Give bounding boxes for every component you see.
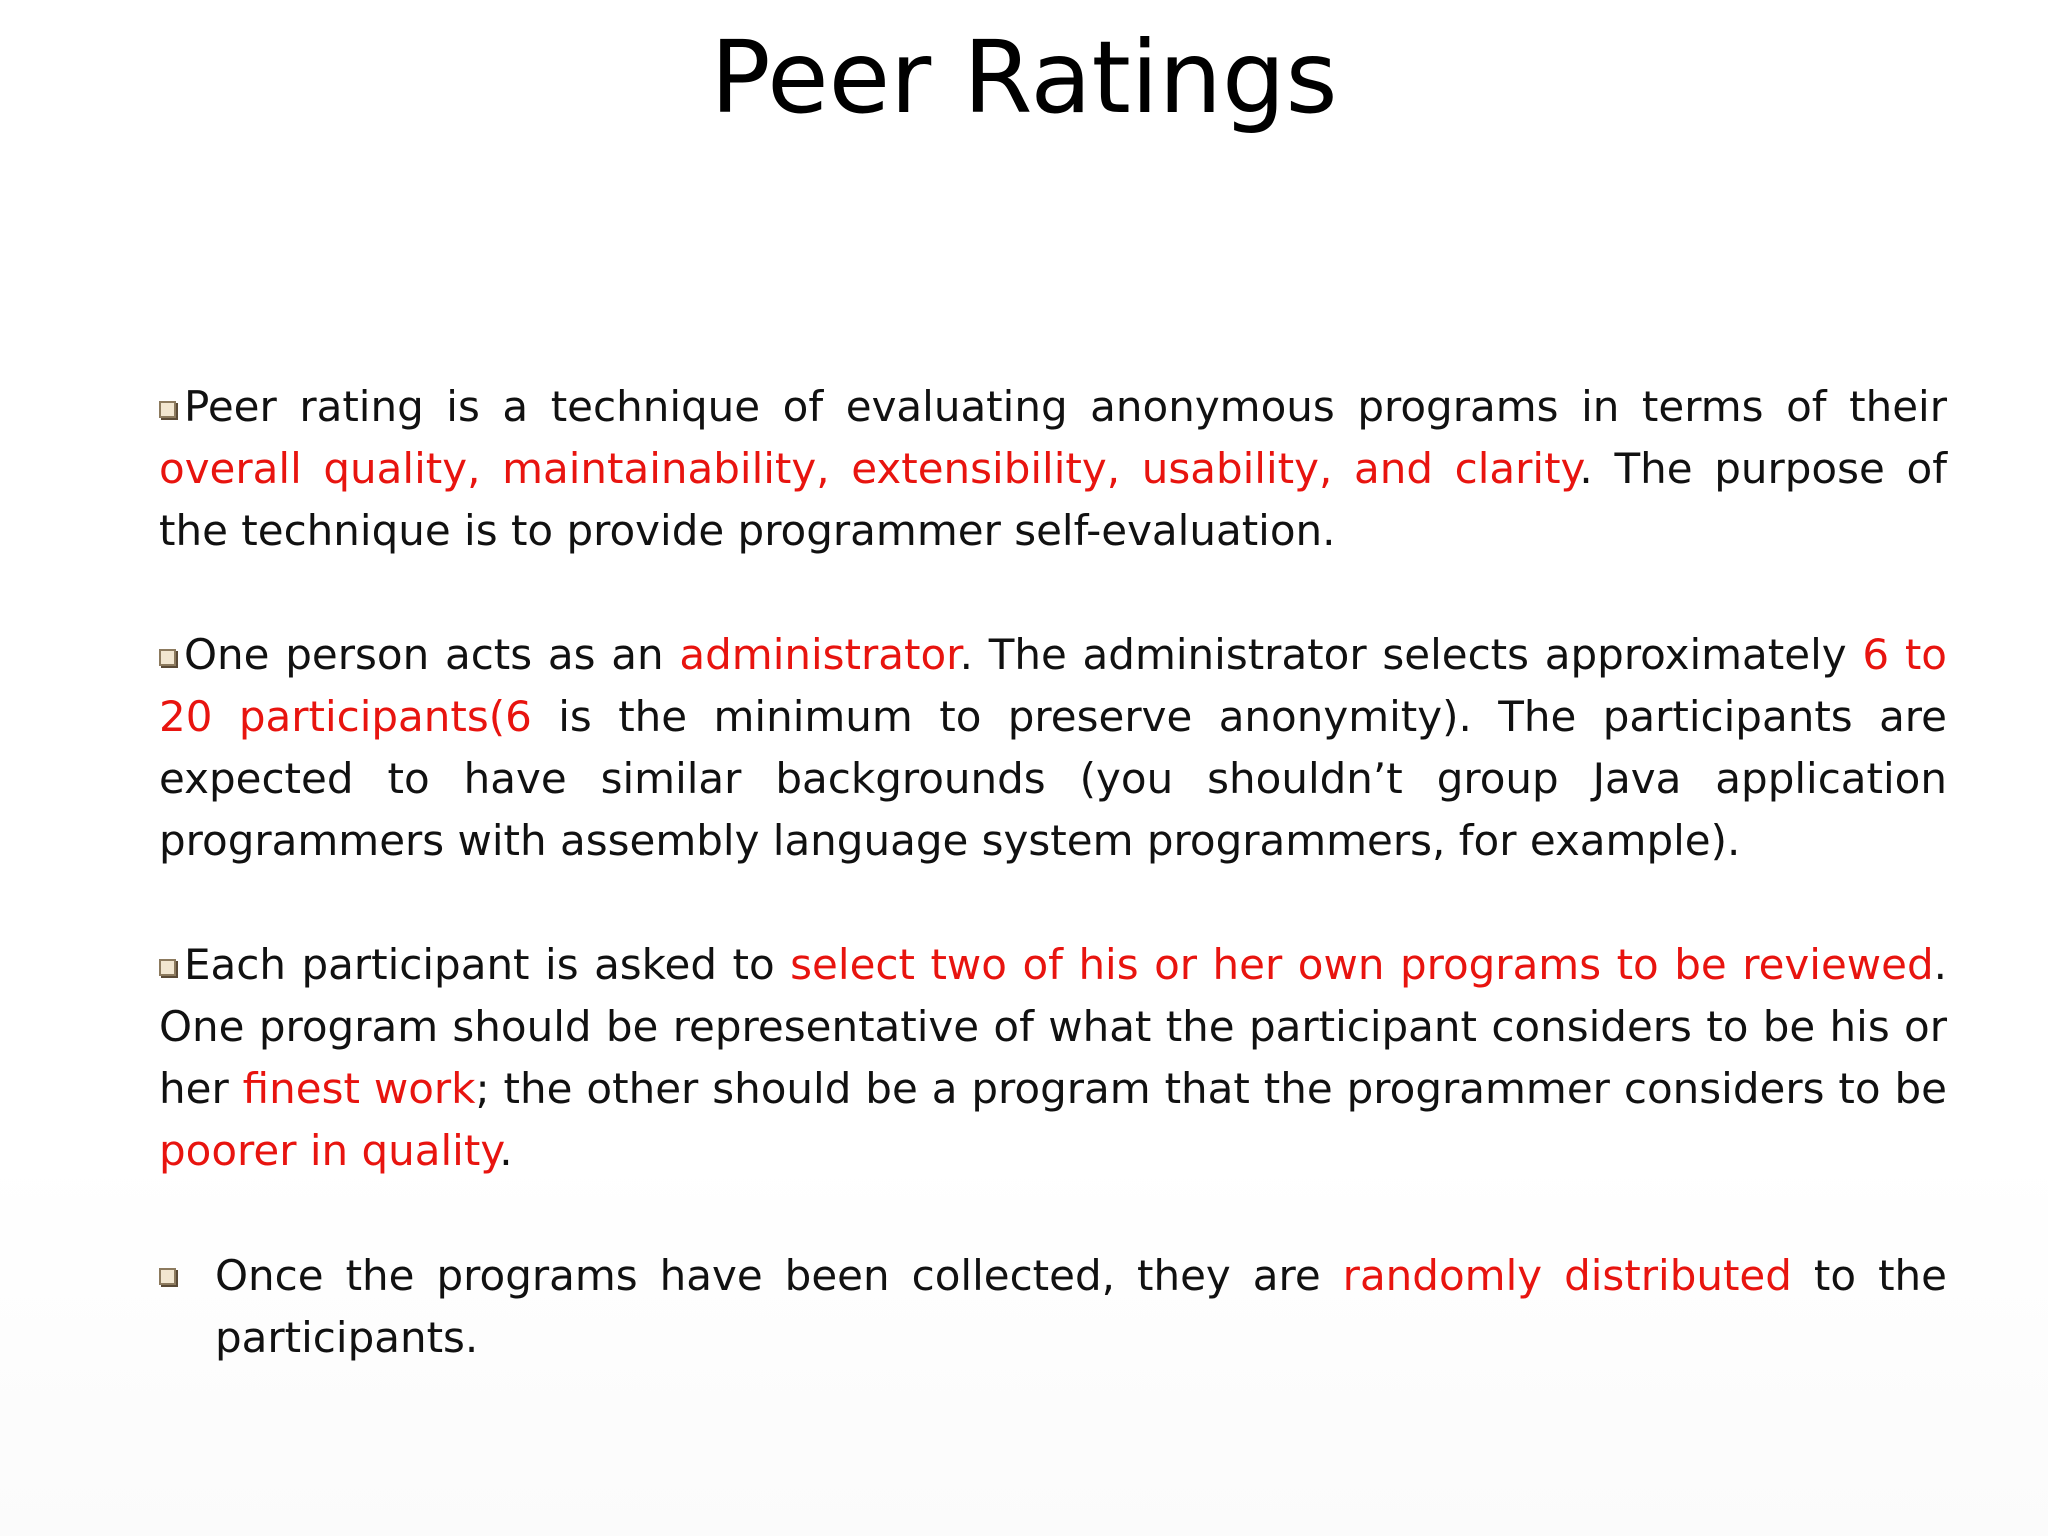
bullet-3-highlight-2: finest work [242,1064,476,1113]
bullet-3-highlight-1: select two of his or her own programs to be reviewed [790,940,1934,989]
bullet-paragraph-3 [159,934,1947,1182]
bullet-paragraph-1 [159,376,1947,562]
square-bullet-icon [159,1268,176,1285]
bullet-2-text-1: One person acts as an [184,630,680,679]
bullet-4-highlight-1: randomly distributed [1342,1251,1792,1300]
square-bullet-icon [159,401,176,418]
bullet-3-text-3: ; the other should be a program that the programmer considers to be [475,1064,1947,1113]
page-title: Peer Ratings [710,19,1338,136]
bullet-1-text-1: Peer rating is a technique of evaluating anonymous programs in terms of their [184,382,1947,431]
bullet-4-text-2: to the participants. [215,1251,1947,1362]
bullet-3-text-4: . [499,1126,513,1175]
square-bullet-icon [159,649,176,666]
bullet-2-highlight-1: administrator [679,630,960,679]
bullet-3-text-1: Each participant is asked to [184,940,791,989]
bullet-paragraph-2 [159,624,1947,872]
bullet-4-text-1: Once the programs have been collected, they are [215,1251,1343,1300]
bullet-2-highlight-2: 6 to 20 participants(6 [159,630,1947,741]
square-bullet-icon [159,959,176,976]
bullet-3-highlight-3: poorer in quality [159,1126,500,1175]
bullet-2-text-3: is the minimum to preserve anonymity). The participants are expected to have similar backgrounds (you shouldn’t group Java application programmers with assembly language system programmers, for example). [159,692,1947,865]
bullet-3-text-2: . One program should be representative of what the participant considers to be his or her [159,940,1948,1113]
bullet-1-text-2: . The purpose of the technique is to provide programmer self-evaluation. [159,444,1947,555]
bullet-paragraph-4 [159,1245,1947,1369]
bullet-2-text-2: . The administrator selects approximately [959,630,1863,679]
bullet-1-highlight-1: overall quality, maintainability, extensibility, usability, and clarity [159,444,1580,493]
